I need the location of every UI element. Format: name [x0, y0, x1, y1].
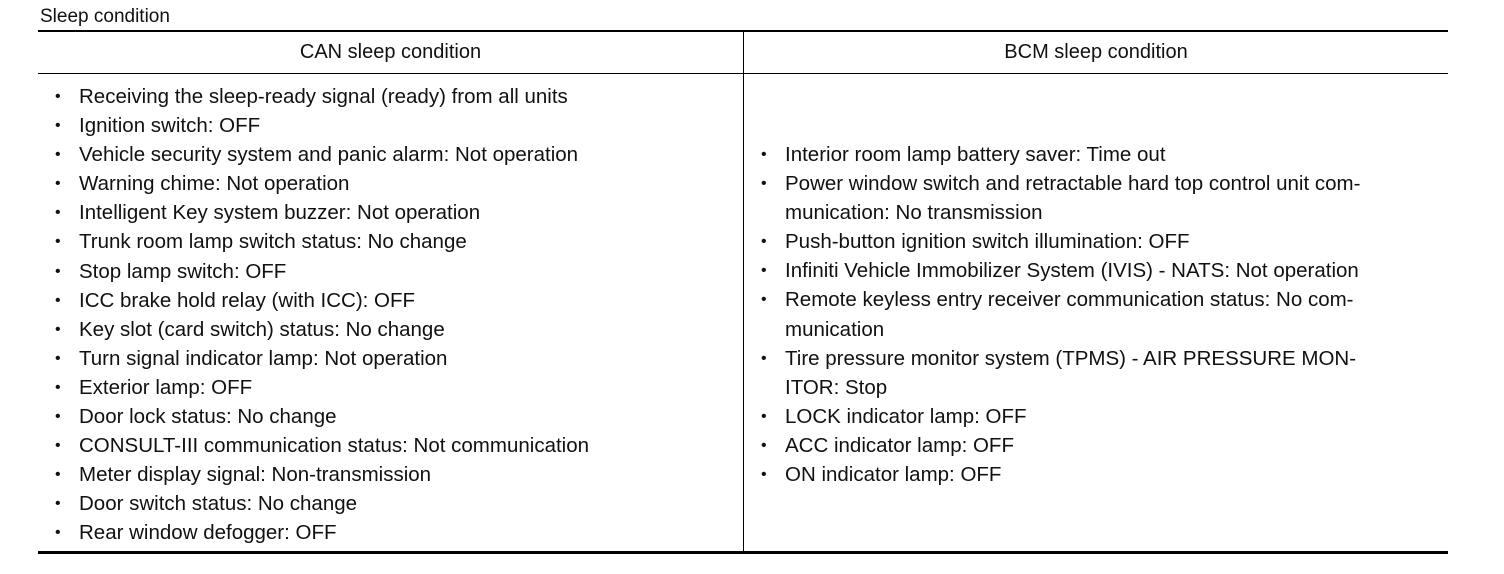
bcm-item-text: Interior room lamp battery saver: Time out	[785, 143, 1166, 166]
sleep-condition-table	[38, 30, 1448, 554]
can-item-text: ICC brake hold relay (with ICC): OFF	[79, 288, 416, 312]
can-item	[54, 518, 729, 547]
can-item-text: Turn signal indicator lamp: Not operation	[79, 346, 448, 370]
can-item-text: Door switch status: No change	[79, 492, 358, 516]
can-item-text: Key slot (card switch) status: No change	[79, 317, 445, 341]
can-item	[54, 402, 729, 431]
bullet-icon: •	[55, 88, 61, 105]
can-item-text: Trunk room lamp switch status: No change	[79, 230, 467, 254]
bcm-item-text: Power window switch and retractable hard top control unit com-	[785, 172, 1361, 196]
bullet-icon: •	[55, 408, 61, 426]
bullet-icon: •	[55, 378, 61, 396]
can-item	[54, 82, 729, 111]
can-item	[54, 111, 729, 140]
table-caption: Sleep condition	[40, 6, 170, 27]
can-item	[54, 373, 729, 402]
bullet-icon: •	[55, 175, 61, 193]
can-item	[54, 489, 729, 518]
bcm-condition-list	[760, 140, 1442, 489]
can-item-text: Warning chime: Not operation	[79, 172, 350, 196]
can-item-text: Stop lamp switch: OFF	[79, 259, 287, 283]
bullet-icon: •	[55, 466, 61, 484]
can-item	[54, 286, 729, 315]
bullet-icon: •	[761, 349, 767, 367]
can-item	[54, 257, 729, 286]
bcm-item	[760, 169, 1442, 227]
can-item-text: Meter display signal: Non-transmission	[79, 463, 432, 487]
header-can: CAN sleep condition	[299, 41, 482, 63]
bcm-item-text: ITOR: Stop	[785, 375, 888, 399]
can-item-text: Vehicle security system and panic alarm: Not operation	[79, 143, 579, 167]
bcm-item-text: munication	[785, 317, 885, 341]
bcm-item-text: Remote keyless entry receiver communication status: No com-	[785, 288, 1354, 312]
bcm-item	[760, 431, 1442, 460]
bullet-icon: •	[55, 495, 61, 513]
can-item	[54, 315, 729, 344]
bullet-icon: •	[55, 204, 61, 222]
can-item	[54, 460, 729, 489]
bullet-icon: •	[761, 262, 767, 280]
bullet-icon: •	[55, 437, 61, 455]
bullet-icon: •	[55, 117, 61, 135]
bcm-item	[760, 140, 1442, 169]
bullet-icon: •	[761, 175, 767, 193]
can-item	[54, 431, 729, 460]
can-item-text: Door lock status: No change	[79, 405, 337, 429]
can-item-text: Intelligent Key system buzzer: Not operation	[79, 201, 481, 225]
can-item-text: Receiving the sleep-ready signal (ready) from all units	[79, 85, 568, 108]
bullet-icon: •	[761, 291, 767, 309]
bullet-icon: •	[55, 262, 61, 280]
can-item	[54, 169, 729, 198]
bcm-item	[760, 402, 1442, 431]
bullet-icon: •	[55, 146, 61, 164]
bcm-item-text: Tire pressure monitor system (TPMS) - AIR PRESSURE MON-	[785, 346, 1357, 370]
bullet-icon: •	[761, 233, 767, 251]
bullet-icon: •	[761, 146, 767, 163]
bcm-item	[760, 344, 1442, 402]
header-bcm: BCM sleep condition	[1004, 41, 1188, 63]
can-item-text: Ignition switch: OFF	[79, 114, 261, 138]
bcm-item-text: Push-button ignition switch illumination: OFF	[785, 230, 1190, 254]
bcm-item	[760, 227, 1442, 256]
can-item	[54, 344, 729, 373]
can-item	[54, 198, 729, 227]
can-item-text: CONSULT-III communication status: Not communication	[79, 434, 590, 458]
bcm-item-text: Infiniti Vehicle Immobilizer System (IVIS) - NATS: Not operation	[785, 259, 1359, 283]
bullet-icon: •	[761, 407, 767, 425]
bcm-item-text: LOCK indicator lamp: OFF	[785, 404, 1027, 428]
can-item-text: Exterior lamp: OFF	[79, 375, 253, 399]
bcm-item	[760, 460, 1442, 489]
can-item	[54, 140, 729, 169]
bcm-item-text: ACC indicator lamp: OFF	[785, 433, 1014, 457]
bullet-icon: •	[761, 436, 767, 454]
bullet-icon: •	[55, 349, 61, 367]
bcm-item-text: ON indicator lamp: OFF	[785, 463, 1002, 487]
bullet-icon: •	[55, 233, 61, 251]
bcm-item	[760, 256, 1442, 285]
bullet-icon: •	[761, 466, 767, 484]
can-condition-list	[54, 82, 729, 548]
can-item	[54, 227, 729, 256]
column-divider	[743, 32, 744, 551]
bullet-icon: •	[55, 524, 61, 542]
bcm-item-text: munication: No transmission	[785, 201, 1043, 225]
can-item-text: Rear window defogger: OFF	[79, 521, 337, 545]
header-divider	[38, 73, 1448, 74]
bullet-icon: •	[55, 320, 61, 338]
bcm-item	[760, 285, 1442, 343]
bullet-icon: •	[55, 291, 61, 309]
